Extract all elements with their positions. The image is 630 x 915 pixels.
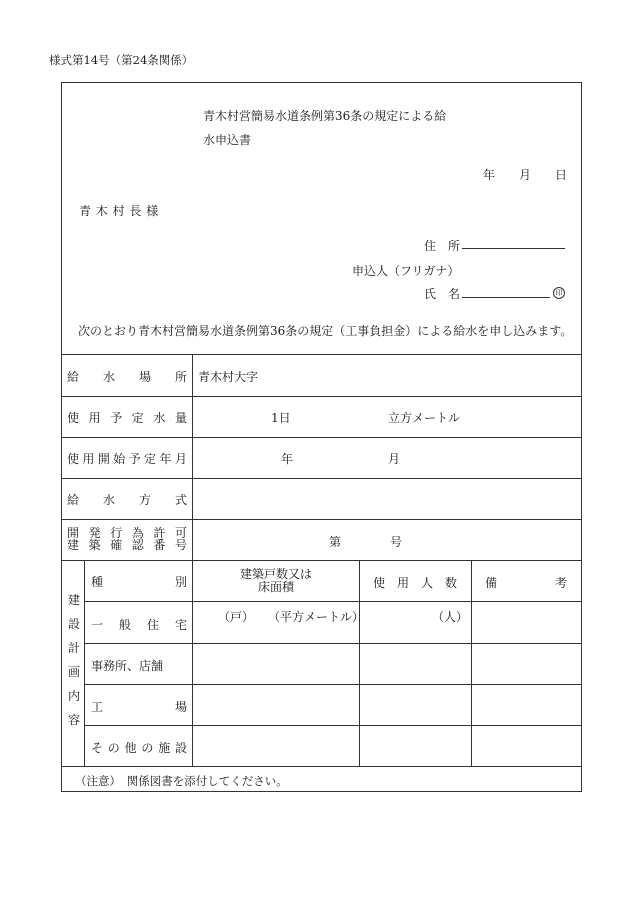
table-column-rule <box>84 560 85 766</box>
form-title <box>203 104 446 152</box>
form-number: 様式第14号（第24条関係） <box>49 53 194 67</box>
method-field[interactable] <box>198 484 576 512</box>
applicant-label: 申込人（フリガナ） <box>352 264 460 278</box>
unit-area: （平方メートル） <box>268 610 365 624</box>
date-day-label: 日 <box>555 168 568 182</box>
name-field[interactable] <box>462 283 550 298</box>
permit-label-line-2: 建築確認番号 <box>67 538 187 552</box>
unit-people: （人） <box>432 610 469 624</box>
start-year: 年 <box>281 452 294 466</box>
permit-label-line-1: 開発行為許可 <box>67 526 187 540</box>
header-type: 種 別 <box>91 575 187 589</box>
addressee: 青木村長様 <box>79 204 164 218</box>
location-value[interactable]: 青木村大字 <box>198 370 259 384</box>
usage-label: 使 用 予 定 水 量 <box>67 411 187 425</box>
table-rule <box>84 725 582 726</box>
application-statement: 次のとおり青木村営簡易水道条例第36条の規定（工事負担金）による給水を申し込みます。 <box>78 324 573 338</box>
table-rule <box>61 766 582 767</box>
type-other-facility: そ の 他 の 施 設 <box>91 741 187 755</box>
table-rule <box>61 478 582 479</box>
table-rule <box>61 519 582 520</box>
usage-unit: 立方メートル <box>388 411 461 425</box>
table-rule <box>61 396 582 397</box>
table-rule <box>61 354 582 355</box>
table-rule <box>61 560 582 561</box>
table-rule <box>84 601 582 602</box>
table-column-rule <box>471 560 472 766</box>
date-month-label: 月 <box>519 168 532 182</box>
table-rule <box>61 437 582 438</box>
usage-day: 1日 <box>271 411 291 425</box>
name-label: 氏 名 <box>424 287 461 301</box>
address-field[interactable] <box>462 234 565 249</box>
method-label: 給 水 方 式 <box>67 493 187 507</box>
header-users: 使 用 人 数 <box>373 576 457 590</box>
header-units-line-1: 建築戸数又は <box>239 567 312 581</box>
form-title-line-2: 水申込書 <box>203 133 252 147</box>
plan-section-label: 建 設 計 画 内 容 <box>68 593 81 727</box>
header-remarks: 備 考 <box>485 576 567 590</box>
type-office-store: 事務所、店舗 <box>91 659 164 673</box>
seal-icon: 印 <box>553 287 565 299</box>
type-general-housing: 一 般 住 宅 <box>91 618 187 632</box>
table-rule <box>84 643 582 644</box>
date-year-label: 年 <box>483 168 496 182</box>
unit-households: （戸） <box>218 610 255 624</box>
header-units-line-2: 床面積 <box>257 580 294 594</box>
permit-dai: 第 <box>329 535 342 549</box>
address-label: 住 所 <box>424 239 461 253</box>
table-column-rule <box>359 560 360 766</box>
table-rule <box>84 684 582 685</box>
note: （注意） 関係図書を添付してください。 <box>75 774 288 788</box>
header-units <box>196 568 356 594</box>
table-column-rule <box>192 354 193 766</box>
form-title-line-1: 青木村営簡易水道条例第36条の規定による給 <box>203 109 447 123</box>
permit-go: 号 <box>390 535 403 549</box>
permit-label <box>67 527 187 551</box>
start-label: 使 用 開 始 予 定 年 月 <box>67 452 187 466</box>
start-month: 月 <box>388 452 401 466</box>
type-factory: 工 場 <box>91 700 187 714</box>
location-label: 給 水 場 所 <box>67 370 187 384</box>
